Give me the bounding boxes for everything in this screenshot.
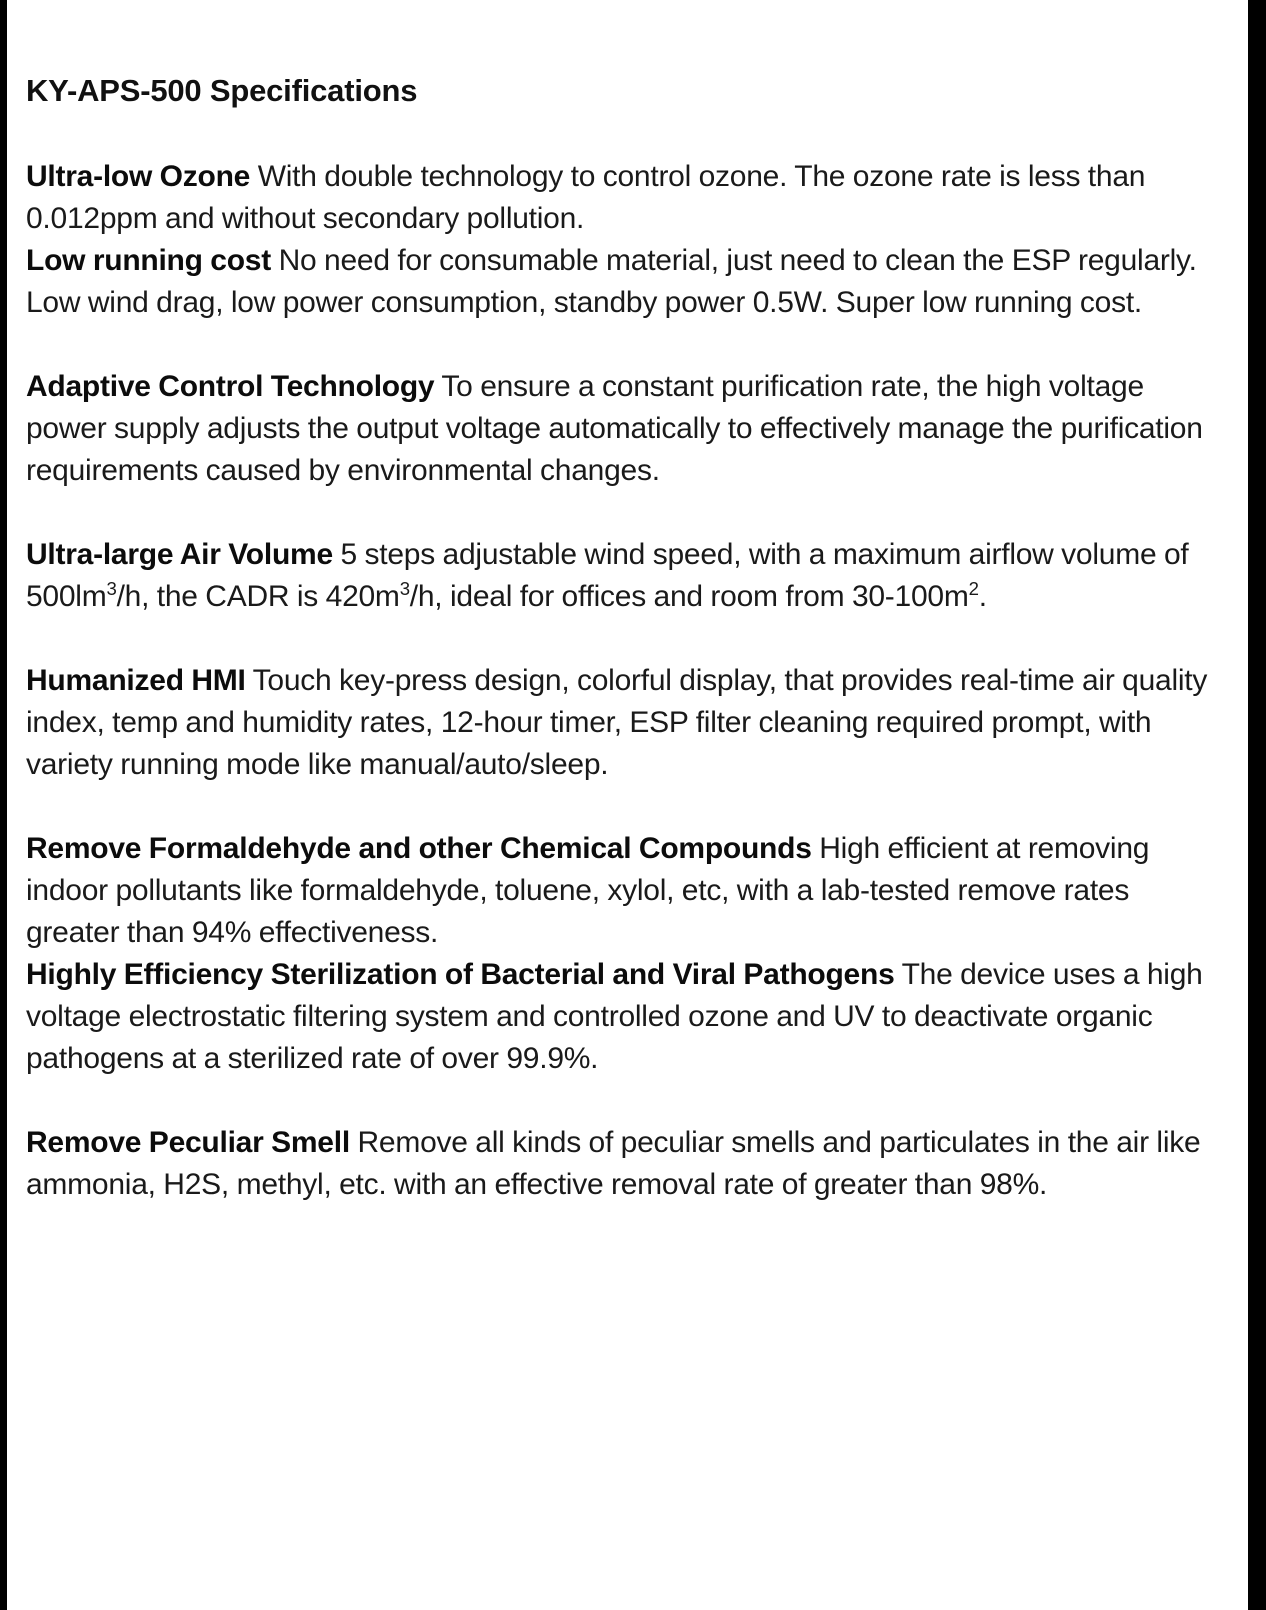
spec-item-humanized-hmi — [26, 660, 1216, 786]
spec-term: Ultra-low Ozone — [26, 160, 251, 193]
spec-description: Touch key-press design, colorful display, that provides real-time air quality index, temp and humidity rates, 12-hour timer, ESP filter cleaning required prompt, with variety running mode like manual/auto/sleep. — [26, 664, 1208, 781]
spec-group-formaldehyde-sterilization — [26, 828, 1216, 1080]
spec-item-remove-formaldehyde — [26, 828, 1216, 954]
spec-description: High efficient at removing indoor pollutants like formaldehyde, toluene, xylol, etc, with a lab-tested remove rates greater than 94% effectiveness. — [26, 832, 1150, 949]
spec-item-sterilization-pathogens — [26, 954, 1216, 1080]
spec-description: No need for consumable material, just need to clean the ESP regularly. Low wind drag, low power consumption, standby power 0.5W. Super low running cost. — [26, 244, 1197, 319]
document-content — [26, 0, 1216, 1206]
spec-item-low-running-cost — [26, 240, 1216, 324]
page-title: KY-APS-500 Specifications — [26, 73, 418, 108]
spec-item-adaptive-control-technology — [26, 366, 1216, 492]
spec-description: Remove all kinds of peculiar smells and particulates in the air like ammonia, H2S, methyl, etc. with an effective removal rate of greater than 98%. — [26, 1126, 1201, 1201]
spec-item-remove-peculiar-smell — [26, 1122, 1216, 1206]
spec-group-air-volume — [26, 534, 1216, 618]
spec-group-peculiar-smell — [26, 1122, 1216, 1206]
spec-term: Adaptive Control Technology — [26, 370, 435, 403]
spec-term: Ultra-large Air Volume — [26, 538, 333, 571]
left-edge-bar — [0, 0, 7, 1610]
spec-description: With double technology to control ozone. The ozone rate is less than 0.012ppm and without secondary pollution. — [26, 160, 1146, 235]
spec-term: Remove Formaldehyde and other Chemical Compounds — [26, 832, 812, 865]
spec-term: Remove Peculiar Smell — [26, 1126, 350, 1159]
spec-description: To ensure a constant purification rate, the high voltage power supply adjusts the output voltage automatically to effectively manage the purification requirements caused by environmental changes. — [26, 370, 1203, 487]
spec-term: Humanized HMI — [26, 664, 246, 697]
spec-group-hmi — [26, 660, 1216, 786]
right-edge-bar — [1248, 0, 1266, 1610]
spec-group-ozone-cost — [26, 156, 1216, 324]
spec-group-adaptive-control — [26, 366, 1216, 492]
spec-item-ultra-large-air-volume — [26, 534, 1216, 618]
superscript-cubic-1: 3 — [106, 578, 117, 599]
spec-description: The device uses a high voltage electrostatic filtering system and controlled ozone and UV to deactivate organic pathogens at a sterilized rate of over 99.9%. — [26, 958, 1203, 1075]
spec-term: Low running cost — [26, 244, 271, 277]
superscript-cubic-2: 3 — [399, 578, 410, 599]
spec-term: Highly Efficiency Sterilization of Bacterial and Viral Pathogens — [26, 958, 895, 991]
spec-item-ultra-low-ozone — [26, 156, 1216, 240]
superscript-square: 2 — [968, 578, 979, 599]
spec-description-rich: 5 steps adjustable wind speed, with a maximum airflow volume of $500lm^3/h$, the CADR is $420m^3/h$, ideal for offices and room from $30-100m^2$. — [26, 538, 1189, 613]
